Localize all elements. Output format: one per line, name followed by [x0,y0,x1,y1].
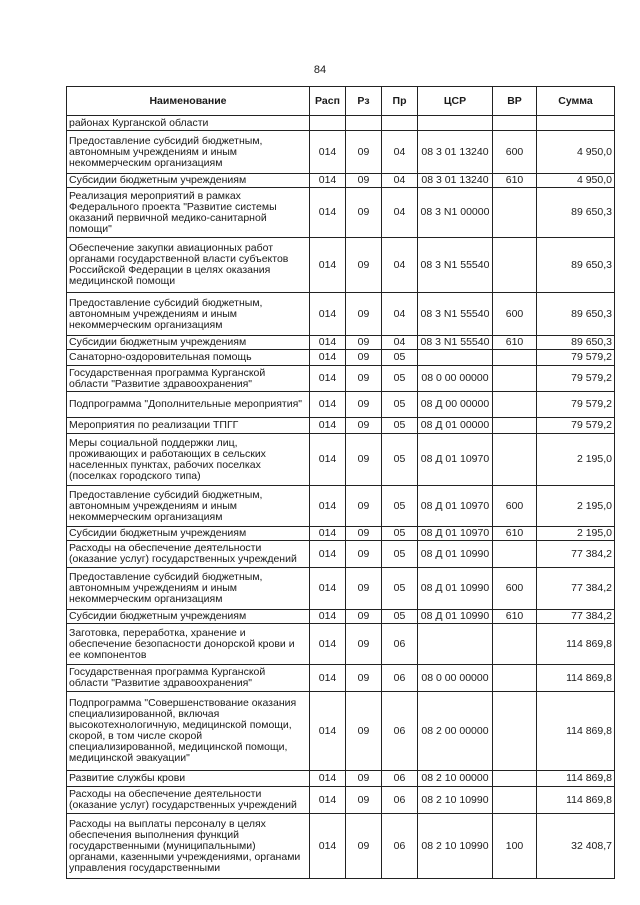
cell-pr: 05 [382,350,418,366]
table-row [67,174,615,188]
cell-name: Субсидии бюджетным учреждениям [67,336,310,350]
cell-csr: 08 Д 01 10970 [418,527,493,541]
cell-pr [382,116,418,131]
cell-rz: 09 [346,814,382,879]
cell-rz: 09 [346,188,382,238]
cell-vr [493,238,537,293]
cell-rasp: 014 [310,293,346,336]
cell-rz: 09 [346,527,382,541]
cell-csr: 08 Д 01 10990 [418,568,493,610]
table-row [67,131,615,174]
cell-vr: 610 [493,336,537,350]
page-number: 84 [313,64,327,76]
cell-name: Расходы на обеспечение деятельности (оказание услуг) государственных учреждений [67,787,310,814]
cell-name: Обеспечение закупки авиационных работ органами государственной власти субъектов Российской Федерации в целях оказания медицинской помощи [67,238,310,293]
cell-sum: 77 384,2 [537,541,615,568]
cell-csr: 08 Д 01 10970 [418,434,493,486]
cell-pr: 05 [382,486,418,527]
table-row [67,350,615,366]
cell-vr: 610 [493,527,537,541]
cell-name: Санаторно-оздоровительная помощь [67,350,310,366]
cell-rz: 09 [346,418,382,434]
cell-rz: 09 [346,486,382,527]
cell-name: Меры социальной поддержки лиц, проживающих и работающих в сельских населенных пунктах, рабочих поселках (поселках городского типа) [67,434,310,486]
cell-csr: 08 3 N1 55540 [418,293,493,336]
cell-pr: 05 [382,568,418,610]
table-row [67,293,615,336]
table-row [67,610,615,624]
cell-pr: 05 [382,418,418,434]
cell-sum: 89 650,3 [537,293,615,336]
cell-rasp: 014 [310,392,346,418]
cell-vr: 600 [493,568,537,610]
cell-csr: 08 3 01 13240 [418,174,493,188]
cell-csr: 08 0 00 00000 [418,665,493,692]
cell-rz: 09 [346,568,382,610]
cell-csr [418,350,493,366]
cell-name: Мероприятия по реализации ТПГГ [67,418,310,434]
cell-vr: 600 [493,486,537,527]
cell-pr: 05 [382,541,418,568]
table-row [67,624,615,665]
cell-rasp: 014 [310,434,346,486]
cell-sum: 79 579,2 [537,366,615,392]
cell-name: Расходы на выплаты персоналу в целях обеспечения выполнения функций государственными (муниципальными) органами, казенными учреждениями, органами управления государственными [67,814,310,879]
cell-name: Расходы на обеспечение деятельности (оказание услуг) государственных учреждений [67,541,310,568]
cell-name: Субсидии бюджетным учреждениям [67,174,310,188]
cell-vr [493,434,537,486]
header-pr: Пр [382,87,418,116]
cell-rasp: 014 [310,131,346,174]
table-row [67,434,615,486]
cell-sum: 32 408,7 [537,814,615,879]
cell-csr: 08 0 00 00000 [418,366,493,392]
cell-sum: 79 579,2 [537,418,615,434]
table-row [67,665,615,692]
cell-name: Предоставление субсидий бюджетным, автономным учреждениям и иным некоммерческим организациям [67,293,310,336]
cell-pr: 06 [382,771,418,787]
cell-vr: 610 [493,610,537,624]
cell-rasp: 014 [310,610,346,624]
cell-sum: 4 950,0 [537,131,615,174]
cell-sum: 114 869,8 [537,665,615,692]
table-row [67,486,615,527]
cell-rasp: 014 [310,350,346,366]
cell-name: Предоставление субсидий бюджетным, автономным учреждениям и иным некоммерческим организациям [67,131,310,174]
cell-rz: 09 [346,541,382,568]
cell-vr [493,692,537,771]
cell-csr: 08 3 N1 55540 [418,238,493,293]
cell-pr: 05 [382,434,418,486]
cell-pr: 05 [382,610,418,624]
table-row [67,527,615,541]
cell-rasp: 014 [310,188,346,238]
cell-rz: 09 [346,366,382,392]
cell-vr [493,366,537,392]
cell-rz: 09 [346,293,382,336]
cell-pr: 06 [382,787,418,814]
cell-rz: 09 [346,610,382,624]
cell-rasp: 014 [310,568,346,610]
cell-name: Подпрограмма "Дополнительные мероприятия" [67,392,310,418]
cell-csr: 08 3 01 13240 [418,131,493,174]
cell-name: Субсидии бюджетным учреждениям [67,527,310,541]
table-row [67,418,615,434]
cell-sum [537,116,615,131]
cell-rasp: 014 [310,665,346,692]
cell-csr: 08 2 10 10990 [418,814,493,879]
cell-pr: 05 [382,366,418,392]
cell-pr: 04 [382,174,418,188]
cell-rz: 09 [346,392,382,418]
table-row [67,366,615,392]
cell-sum: 4 950,0 [537,174,615,188]
table-row [67,692,615,771]
cell-rz: 09 [346,665,382,692]
cell-vr: 610 [493,174,537,188]
cell-pr: 06 [382,665,418,692]
header-csr: ЦСР [418,87,493,116]
cell-name: Заготовка, переработка, хранение и обеспечение безопасности донорской крови и ее компонентов [67,624,310,665]
cell-csr: 08 2 10 10990 [418,787,493,814]
cell-name: Предоставление субсидий бюджетным, автономным учреждениям и иным некоммерческим организациям [67,486,310,527]
cell-rz: 09 [346,771,382,787]
table-row [67,568,615,610]
table-row [67,336,615,350]
cell-name: Государственная программа Курганской области "Развитие здравоохранения" [67,366,310,392]
cell-vr [493,350,537,366]
cell-rasp: 014 [310,527,346,541]
table-row [67,116,615,131]
budget-table [66,86,615,879]
cell-sum: 2 195,0 [537,434,615,486]
cell-vr [493,771,537,787]
cell-sum: 2 195,0 [537,486,615,527]
cell-vr [493,787,537,814]
cell-rasp [310,116,346,131]
cell-sum: 114 869,8 [537,787,615,814]
cell-sum: 114 869,8 [537,692,615,771]
cell-rasp: 014 [310,814,346,879]
header-rasp: Расп [310,87,346,116]
cell-pr: 06 [382,814,418,879]
cell-pr: 06 [382,692,418,771]
cell-csr: 08 Д 00 00000 [418,392,493,418]
cell-rasp: 014 [310,238,346,293]
table-row [67,541,615,568]
cell-sum: 77 384,2 [537,568,615,610]
cell-rz: 09 [346,336,382,350]
cell-pr: 04 [382,188,418,238]
cell-csr [418,116,493,131]
cell-csr: 08 Д 01 10990 [418,610,493,624]
cell-rz: 09 [346,350,382,366]
cell-name: Развитие службы крови [67,771,310,787]
table-row [67,814,615,879]
cell-rasp: 014 [310,366,346,392]
cell-rasp: 014 [310,418,346,434]
cell-csr [418,624,493,665]
cell-sum: 114 869,8 [537,771,615,787]
table-row [67,392,615,418]
header-name: Наименование [67,87,310,116]
cell-sum: 89 650,3 [537,336,615,350]
cell-csr: 08 2 10 00000 [418,771,493,787]
cell-name: Предоставление субсидий бюджетным, автономным учреждениям и иным некоммерческим организациям [67,568,310,610]
cell-pr: 05 [382,527,418,541]
header-row [67,87,615,116]
header-sum: Сумма [537,87,615,116]
table-row [67,238,615,293]
cell-sum: 114 869,8 [537,624,615,665]
cell-rasp: 014 [310,771,346,787]
cell-vr: 100 [493,814,537,879]
header-rz: Рз [346,87,382,116]
cell-rasp: 014 [310,541,346,568]
cell-vr [493,541,537,568]
table-header [67,87,615,116]
cell-csr: 08 3 N1 55540 [418,336,493,350]
table-body [67,116,615,879]
cell-sum: 79 579,2 [537,392,615,418]
cell-pr: 04 [382,293,418,336]
table-row [67,787,615,814]
cell-pr: 06 [382,624,418,665]
cell-sum: 89 650,3 [537,238,615,293]
cell-csr: 08 Д 01 00000 [418,418,493,434]
cell-vr [493,392,537,418]
cell-rasp: 014 [310,692,346,771]
cell-pr: 04 [382,238,418,293]
cell-name: районах Курганской области [67,116,310,131]
cell-name: Субсидии бюджетным учреждениям [67,610,310,624]
header-vr: ВР [493,87,537,116]
cell-vr [493,418,537,434]
cell-rz: 09 [346,692,382,771]
cell-vr [493,665,537,692]
cell-pr: 05 [382,392,418,418]
cell-rz: 09 [346,787,382,814]
cell-sum: 89 650,3 [537,188,615,238]
cell-rz: 09 [346,434,382,486]
cell-pr: 04 [382,336,418,350]
table-row [67,188,615,238]
cell-rasp: 014 [310,787,346,814]
cell-vr: 600 [493,293,537,336]
cell-rz [346,116,382,131]
cell-vr [493,624,537,665]
cell-rz: 09 [346,238,382,293]
cell-csr: 08 Д 01 10990 [418,541,493,568]
cell-rasp: 014 [310,624,346,665]
cell-rz: 09 [346,624,382,665]
cell-name: Реализация мероприятий в рамках Федерального проекта "Развитие системы оказаний первичной медико-санитарной помощи" [67,188,310,238]
cell-rasp: 014 [310,486,346,527]
cell-pr: 04 [382,131,418,174]
cell-csr: 08 Д 01 10970 [418,486,493,527]
cell-name: Подпрограмма "Совершенствование оказания специализированной, включая высокотехнологичную, медицинской помощи, скорой, в том числе скорой специализированной, медицинской помощи, медицинской эвакуации" [67,692,310,771]
cell-vr [493,188,537,238]
cell-rasp: 014 [310,336,346,350]
cell-csr: 08 3 N1 00000 [418,188,493,238]
cell-vr: 600 [493,131,537,174]
cell-name: Государственная программа Курганской области "Развитие здравоохранения" [67,665,310,692]
cell-rasp: 014 [310,174,346,188]
cell-sum: 79 579,2 [537,350,615,366]
cell-rz: 09 [346,131,382,174]
cell-csr: 08 2 00 00000 [418,692,493,771]
cell-sum: 77 384,2 [537,610,615,624]
cell-vr [493,116,537,131]
cell-rz: 09 [346,174,382,188]
table-row [67,771,615,787]
cell-sum: 2 195,0 [537,527,615,541]
